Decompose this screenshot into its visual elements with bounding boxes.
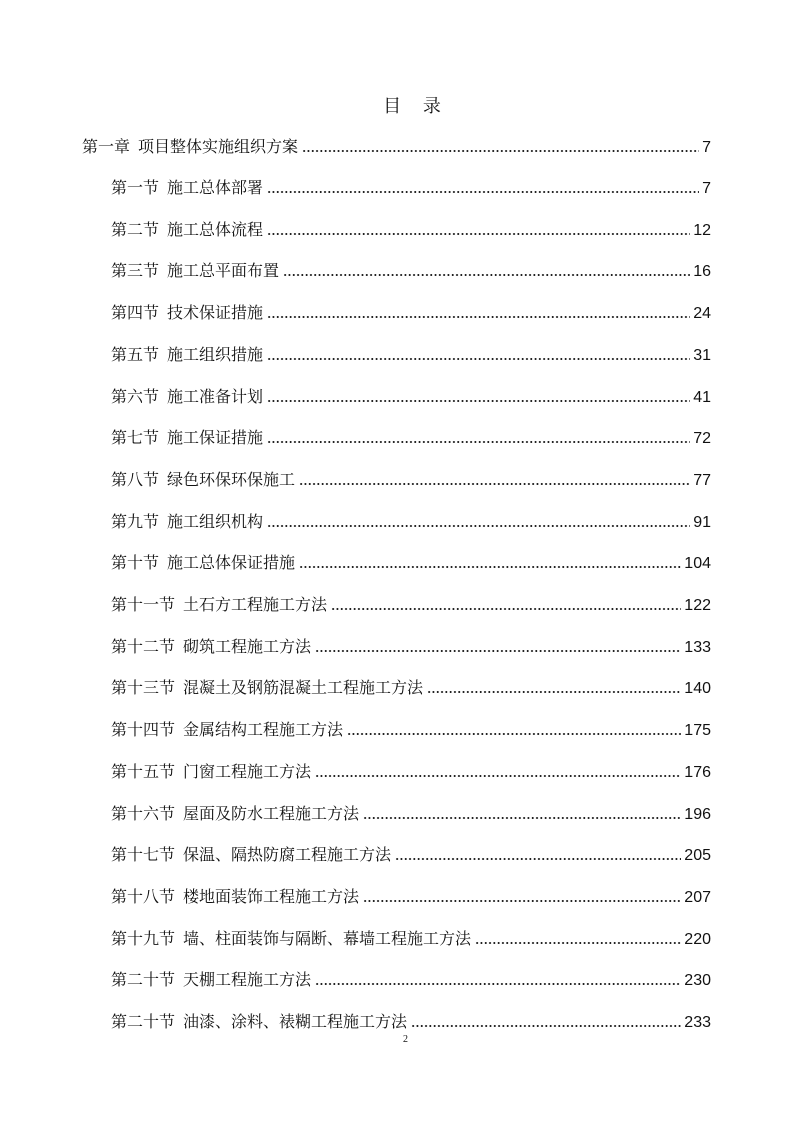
dot-leader [315, 983, 681, 985]
dot-leader [299, 483, 690, 485]
entry-page: 140 [684, 680, 711, 698]
entry-number: 第三节 [111, 261, 160, 281]
dot-leader [395, 858, 681, 860]
toc-entry-section[interactable] [111, 843, 711, 865]
entry-number: 第一章 [82, 137, 131, 156]
entry-page: 24 [693, 305, 711, 323]
entry-page: 7 [702, 180, 711, 197]
entry-page: 196 [684, 805, 711, 823]
entry-title: 金属结构工程施工方法 [183, 720, 344, 740]
entry-page: 16 [693, 263, 711, 281]
entry-number: 第二十节 [111, 970, 176, 990]
toc-entry-section[interactable] [111, 676, 711, 698]
toc-entry-section[interactable] [111, 1010, 711, 1032]
toc-entry-section[interactable] [111, 718, 711, 740]
page-number: 2 [403, 1034, 408, 1045]
dot-leader [267, 441, 690, 443]
entry-number: 第六节 [111, 386, 160, 406]
entry-title: 天棚工程施工方法 [183, 970, 312, 990]
entry-page: 31 [693, 346, 711, 364]
entry-number: 第十三节 [111, 678, 176, 698]
entry-title: 门窗工程施工方法 [183, 761, 312, 781]
dot-leader [267, 316, 690, 318]
dot-leader [267, 525, 690, 527]
dot-leader [267, 191, 699, 193]
dot-leader [267, 358, 690, 360]
entry-number: 第七节 [111, 428, 160, 448]
entry-title: 施工组织机构 [167, 511, 264, 531]
toc-entry-section[interactable] [111, 426, 711, 448]
entry-title: 施工组织措施 [167, 344, 264, 364]
entry-title: 混凝土及钢筋混凝土工程施工方法 [183, 678, 424, 698]
dot-leader [299, 566, 681, 568]
entry-title: 项目整体实施组织方案 [138, 137, 299, 156]
dot-leader [302, 150, 699, 152]
entry-page: 104 [684, 555, 711, 573]
entry-number: 第八节 [111, 469, 160, 489]
toc-entry-section[interactable] [111, 259, 711, 281]
toc-entry-section[interactable] [111, 468, 711, 490]
entry-title: 施工准备计划 [167, 386, 264, 406]
entry-page: 91 [693, 513, 711, 531]
entry-number: 第十七节 [111, 845, 176, 865]
toc-title: 目 录 [383, 96, 449, 117]
entry-number: 第二十节 [111, 1012, 176, 1031]
toc-entry-chapter[interactable] [82, 135, 711, 157]
toc-entry-section[interactable] [111, 885, 711, 907]
entry-title: 砌筑工程施工方法 [183, 636, 312, 656]
toc-entry-section[interactable] [111, 551, 711, 573]
entry-page: 205 [684, 847, 711, 865]
entry-title: 楼地面装饰工程施工方法 [183, 886, 360, 906]
toc-entry-section[interactable] [111, 802, 711, 824]
dot-leader [411, 1025, 681, 1027]
entry-page: 175 [684, 722, 711, 740]
entry-page: 72 [693, 430, 711, 448]
entry-page: 77 [693, 471, 711, 489]
entry-number: 第四节 [111, 303, 160, 323]
entry-number: 第十八节 [111, 886, 176, 906]
toc-entry-section[interactable] [111, 218, 711, 240]
entry-page: 233 [684, 1014, 711, 1031]
dot-leader [363, 900, 681, 902]
entry-number: 第十一节 [111, 595, 176, 614]
dot-leader [475, 942, 681, 944]
entry-number: 第十四节 [111, 720, 176, 740]
toc-entry-section[interactable] [111, 343, 711, 365]
toc-entry-section[interactable] [111, 593, 711, 615]
entry-page: 220 [684, 930, 711, 948]
entry-number: 第二节 [111, 219, 160, 239]
dot-leader [283, 274, 690, 276]
entry-title: 施工总体部署 [167, 178, 264, 197]
dot-leader [267, 233, 690, 235]
entry-page: 207 [684, 888, 711, 906]
entry-title: 油漆、涂料、裱糊工程施工方法 [183, 1012, 408, 1031]
entry-title: 施工总体流程 [167, 219, 264, 239]
toc-entry-section[interactable] [111, 510, 711, 532]
entry-number: 第十五节 [111, 761, 176, 781]
dot-leader [331, 608, 681, 610]
entry-page: 122 [684, 597, 711, 614]
toc-entry-section[interactable] [111, 301, 711, 323]
entry-number: 第十二节 [111, 636, 176, 656]
toc-entry-section[interactable] [111, 635, 711, 657]
entry-title: 墙、柱面装饰与隔断、幕墙工程施工方法 [183, 928, 472, 948]
entry-title: 施工总体保证措施 [167, 553, 296, 573]
dot-leader [267, 400, 690, 402]
toc-entry-section[interactable] [111, 968, 711, 990]
entry-page: 133 [684, 638, 711, 656]
dot-leader [347, 733, 681, 735]
entry-number: 第九节 [111, 511, 160, 531]
entry-title: 施工总平面布置 [167, 261, 280, 281]
entry-number: 第十节 [111, 553, 160, 573]
entry-title: 技术保证措施 [167, 303, 264, 323]
entry-page: 230 [684, 972, 711, 990]
dot-leader [315, 775, 681, 777]
entry-title: 保温、隔热防腐工程施工方法 [183, 845, 392, 865]
entry-page: 12 [693, 221, 711, 239]
dot-leader [315, 650, 681, 652]
entry-title: 施工保证措施 [167, 428, 264, 448]
toc-entry-section[interactable] [111, 760, 711, 782]
entry-title: 屋面及防水工程施工方法 [183, 803, 360, 823]
entry-number: 第十九节 [111, 928, 176, 948]
dot-leader [363, 817, 681, 819]
entry-number: 第一节 [111, 178, 160, 197]
dot-leader [427, 691, 681, 693]
entry-number: 第十六节 [111, 803, 176, 823]
entry-page: 41 [693, 388, 711, 406]
toc-entry-section[interactable] [111, 385, 711, 407]
entry-number: 第五节 [111, 344, 160, 364]
entry-title: 土石方工程施工方法 [183, 595, 328, 614]
entry-title: 绿色环保环保施工 [167, 469, 296, 489]
entry-page: 7 [702, 139, 711, 156]
entry-page: 176 [684, 763, 711, 781]
toc-entry-section[interactable] [111, 176, 711, 198]
toc-entry-section[interactable] [111, 927, 711, 949]
